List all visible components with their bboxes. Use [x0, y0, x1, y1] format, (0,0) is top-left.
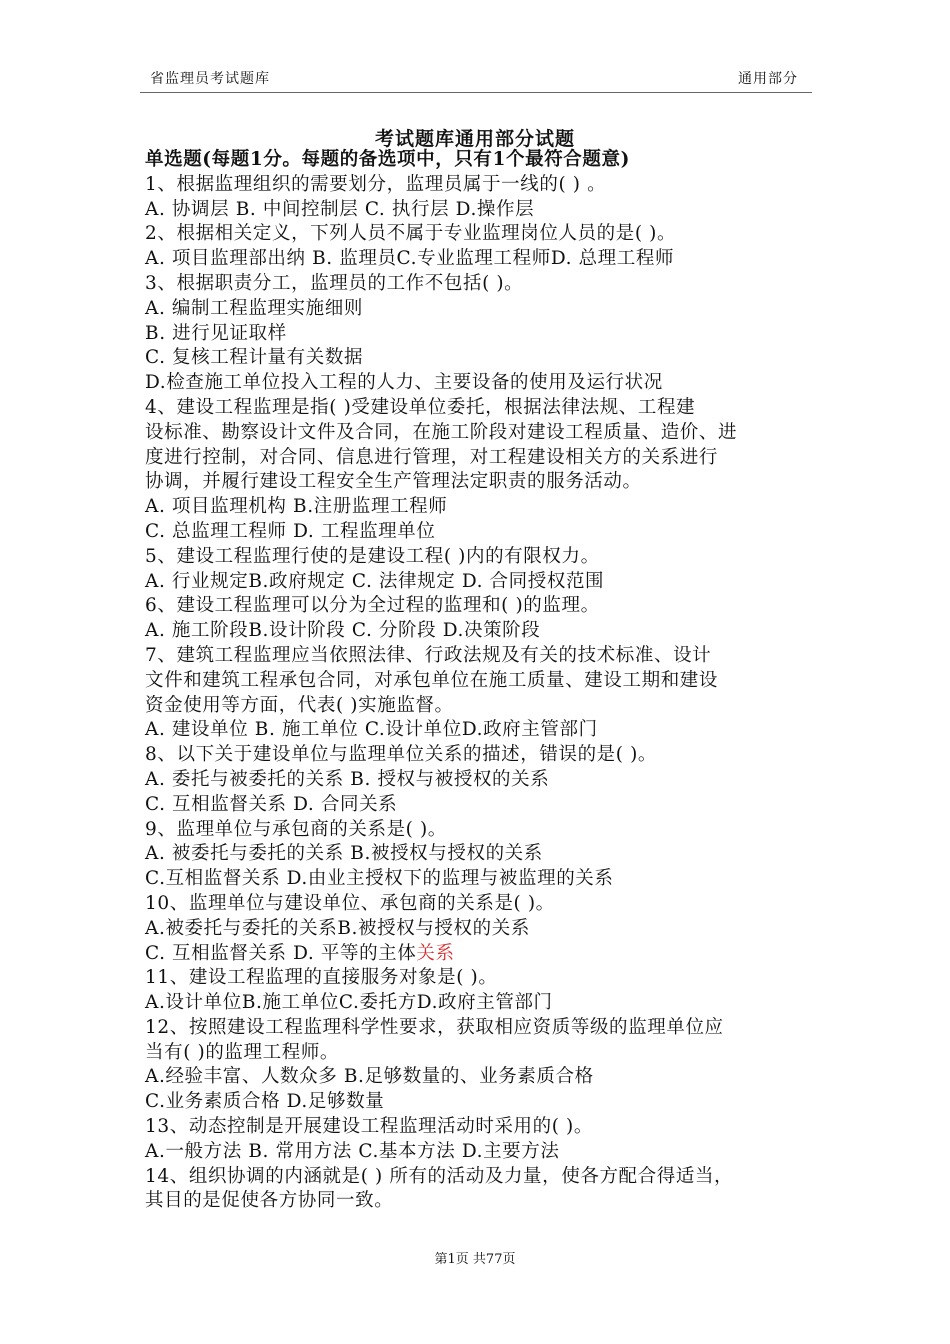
- text-line: [145, 470, 815, 495]
- text-line: [145, 718, 815, 743]
- text-line: [145, 495, 815, 520]
- line-text: 13、动态控制是开展建设工程监理活动时采用的( )。: [145, 1116, 593, 1138]
- text-line: [145, 867, 815, 892]
- line-text: A. 项目监理机构 B.注册监理工程师: [145, 496, 448, 518]
- header-left-text: 省监理员考试题库: [150, 71, 270, 87]
- text-line: [145, 917, 815, 942]
- text-line: [145, 1115, 815, 1140]
- line-text: C. 互相监督关系 D. 合同关系: [145, 793, 398, 815]
- line-text: C.互相监督关系 D.由业主授权下的监理与被监理的关系: [145, 868, 614, 890]
- line-text: C. 互相监督关系 D. 平等的主体: [145, 942, 417, 964]
- line-text: D.检查施工单位投入工程的人力、主要设备的使用及运行状况: [145, 372, 663, 394]
- line-text: 单选题(每题1分。每题的备选项中，只有1个最符合题意): [145, 149, 630, 170]
- line-text: 9、监理单位与承包商的关系是( )。: [145, 818, 447, 840]
- text-line: [145, 1065, 815, 1090]
- line-text: A.被委托与委托的关系B.被授权与授权的关系: [145, 917, 530, 939]
- text-line: [145, 1189, 815, 1214]
- text-line: [145, 371, 815, 396]
- page-footer: 第1页 共77页: [434, 1252, 516, 1267]
- line-text: 14、组织协调的内涵就是( ) 所有的活动及力量，使各方配合得适当，: [145, 1165, 734, 1187]
- line-text: B. 进行见证取样: [145, 322, 287, 344]
- line-text: 3、根据职责分工，监理员的工作不包括( )。: [145, 272, 524, 294]
- text-line: [145, 966, 815, 991]
- line-text: 其目的是促使各方协同一致。: [145, 1190, 394, 1212]
- text-line: [145, 768, 815, 793]
- line-text: 度进行控制，对合同、信息进行管理，对工程建设相关方的关系进行: [145, 446, 719, 468]
- line-text: A. 编制工程监理实施细则: [145, 297, 363, 319]
- text-line: [145, 1016, 815, 1041]
- text-line: [145, 1140, 815, 1165]
- text-line: [145, 446, 815, 471]
- text-line: [145, 694, 815, 719]
- line-text: A. 被委托与委托的关系 B.被授权与授权的关系: [145, 843, 543, 865]
- text-line: [145, 1041, 815, 1066]
- line-text: A. 协调层 B. 中间控制层 C. 执行层 D.操作层: [145, 198, 535, 220]
- text-line: [145, 272, 815, 297]
- line-text: 7、建筑工程监理应当依照法律、行政法规及有关的技术标准、设计: [145, 644, 712, 666]
- line-text: C. 复核工程计量有关数据: [145, 347, 364, 369]
- text-line: [145, 1090, 815, 1115]
- text-line: [145, 396, 815, 421]
- line-text: A. 施工阶段B.设计阶段 C. 分阶段 D.决策阶段: [145, 620, 541, 642]
- line-text: 5、建设工程监理行使的是建设工程( )内的有限权力。: [145, 545, 600, 567]
- line-text: A.一般方法 B. 常用方法 C.基本方法 D.主要方法: [145, 1140, 560, 1162]
- text-line: [145, 198, 815, 223]
- line-text: A. 行业规定B.政府规定 C. 法律规定 D. 合同授权范围: [145, 570, 605, 592]
- text-line: [145, 520, 815, 545]
- line-text: A. 建设单位 B. 施工单位 C.设计单位D.政府主管部门: [145, 719, 598, 741]
- text-line: [145, 991, 815, 1016]
- line-text: 协调，并履行建设工程安全生产管理法定职责的服务活动。: [145, 471, 642, 493]
- text-line: [145, 942, 815, 967]
- line-text: 8、以下关于建设单位与监理单位关系的描述，错误的是( )。: [145, 744, 657, 766]
- line-text: A.经验丰富、人数众多 B.足够数量的、业务素质合格: [145, 1066, 594, 1088]
- text-line: [145, 222, 815, 247]
- line-text: A.设计单位B.施工单位C.委托方D.政府主管部门: [145, 992, 553, 1014]
- text-line: [145, 148, 815, 173]
- text-line: [145, 594, 815, 619]
- line-text: 11、建设工程监理的直接服务对象是( )。: [145, 967, 498, 989]
- question-body: [145, 148, 815, 1214]
- line-text: 当有( )的监理工程师。: [145, 1041, 340, 1063]
- line-text: C. 总监理工程师 D. 工程监理单位: [145, 520, 436, 542]
- text-line: [145, 743, 815, 768]
- line-text: 设标准、勘察设计文件及合同，在施工阶段对建设工程质量、造价、进: [145, 421, 738, 443]
- text-line: [145, 842, 815, 867]
- text-line: [145, 793, 815, 818]
- line-text: 1、根据监理组织的需要划分，监理员属于一线的( ) 。: [145, 173, 607, 195]
- line-text: A. 委托与被委托的关系 B. 授权与被授权的关系: [145, 768, 550, 790]
- line-text: 6、建设工程监理可以分为全过程的监理和( )的监理。: [145, 595, 600, 617]
- line-text: 资金使用等方面，代表( )实施监督。: [145, 694, 454, 716]
- text-line: [145, 892, 815, 917]
- line-text: C.业务素质合格 D.足够数量: [145, 1091, 385, 1113]
- line-text: 10、监理单位与建设单位、承包商的关系是( )。: [145, 892, 555, 914]
- document-title: 考试题库通用部分试题: [374, 128, 575, 150]
- line-text: 4、建设工程监理是指( )受建设单位委托，根据法律法规、工程建: [145, 396, 696, 418]
- text-line: [145, 421, 815, 446]
- text-line: [145, 644, 815, 669]
- text-line: [145, 247, 815, 272]
- highlighted-text: 关系: [416, 942, 455, 964]
- text-line: [145, 818, 815, 843]
- page-header: [150, 68, 798, 90]
- header-divider: [140, 92, 812, 93]
- text-line: [145, 570, 815, 595]
- line-text: 12、按照建设工程监理科学性要求，获取相应资质等级的监理单位应: [145, 1016, 724, 1038]
- text-line: [145, 322, 815, 347]
- text-line: [145, 297, 815, 322]
- text-line: [145, 1165, 815, 1190]
- line-text: 2、根据相关定义，下列人员不属于专业监理岗位人员的是( )。: [145, 223, 677, 245]
- text-line: [145, 346, 815, 371]
- line-text: 文件和建筑工程承包合同，对承包单位在施工质量、建设工期和建设: [145, 669, 719, 691]
- text-line: [145, 173, 815, 198]
- line-text: A. 项目监理部出纳 B. 监理员C.专业监理工程师D. 总理工程师: [145, 248, 675, 270]
- text-line: [145, 669, 815, 694]
- text-line: [145, 545, 815, 570]
- text-line: [145, 619, 815, 644]
- header-right-text: 通用部分: [738, 71, 798, 87]
